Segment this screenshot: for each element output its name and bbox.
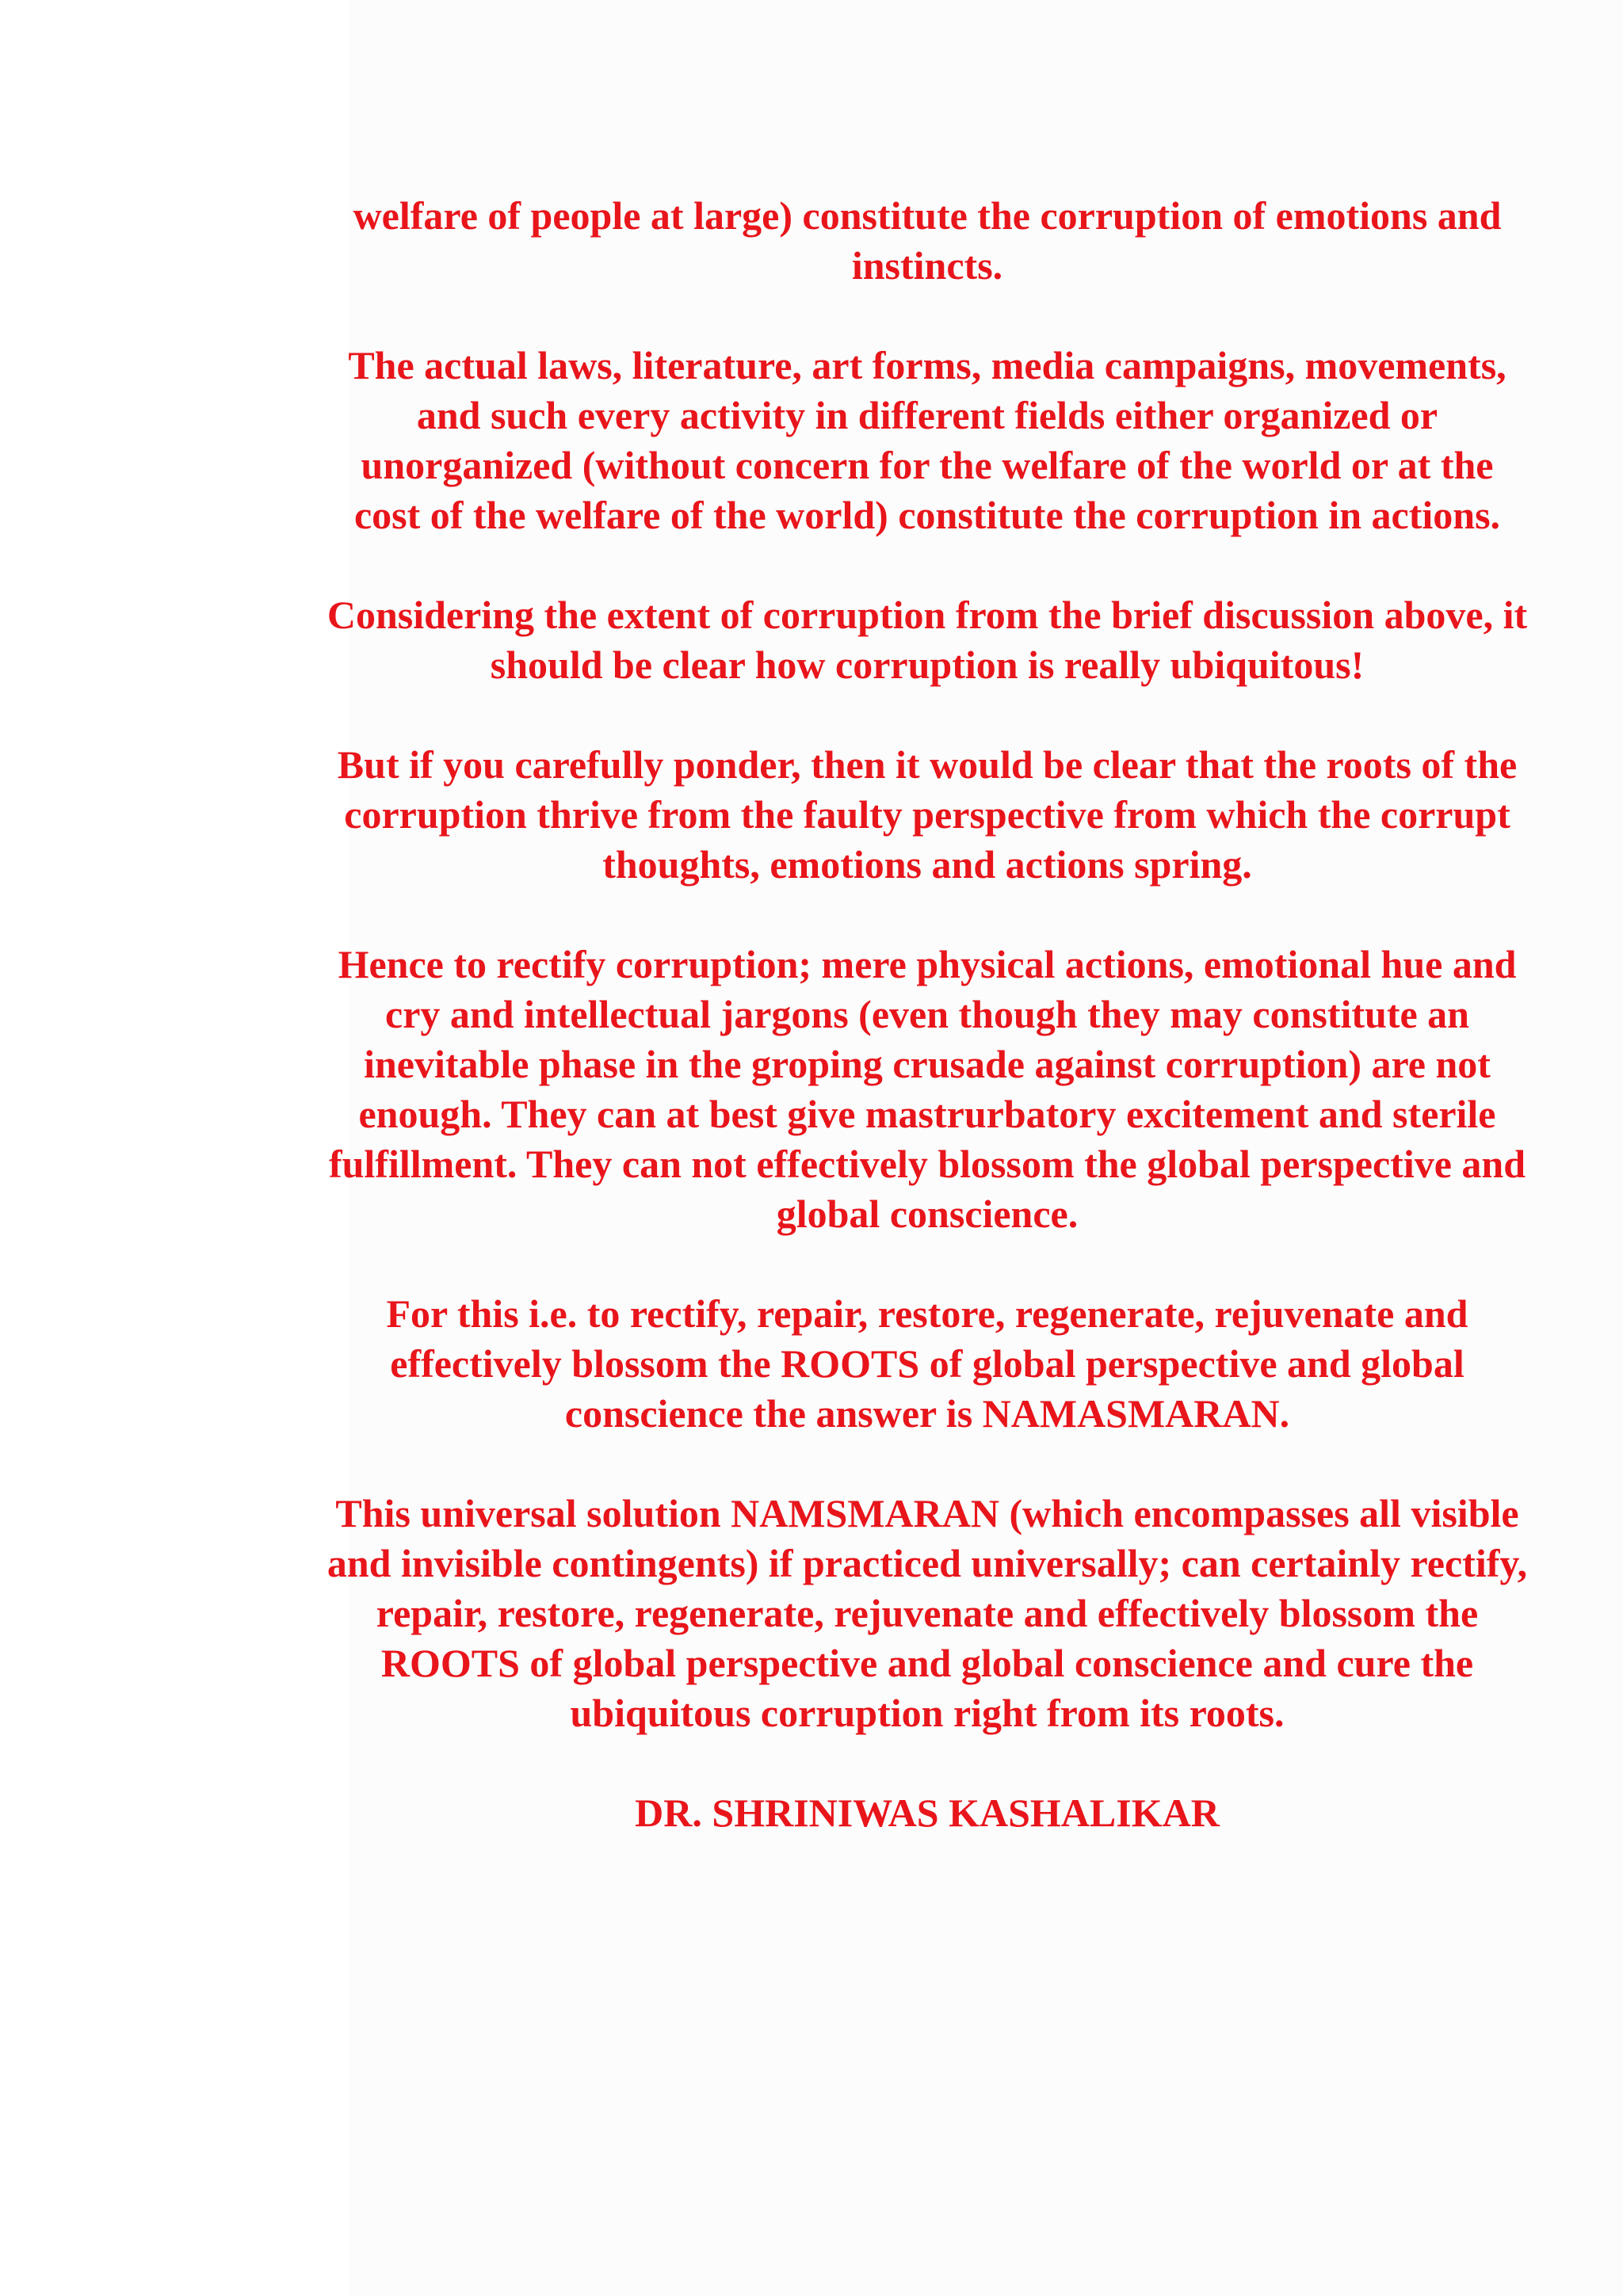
paragraph-corruption-emotions: welfare of people at large) constitute the corruption of emotions and instincts. — [353, 193, 1502, 288]
paragraph-answer-namasmaran: For this i.e. to rectify, repair, restore, regenerate, rejuvenate and effectively blossom the ROOTS of global perspective and global conscience the answer is NAMASMARAN. — [386, 1291, 1468, 1436]
paragraph-roots: But if you carefully ponder, then it would be clear that the roots of the corruption thrive from the faulty perspective from which the corrupt thoughts, emotions and actions spring. — [337, 742, 1518, 887]
paragraph-ubiquitous: Considering the extent of corruption from the brief discussion above, it should be clear how corruption is really ubiquitous! — [327, 593, 1528, 687]
author-signature: DR. SHRINIWAS KASHALIKAR — [635, 1791, 1220, 1835]
paragraph-rectify: Hence to rectify corruption; mere physical actions, emotional hue and cry and intellectual jargons (even though they may constitute an inevitable phase in the groping crusade against corruption) are not enough. They can at best give mastrurbatory excitement and sterile fulfillment. They can not effectively blossom the global perspective and global conscience. — [328, 942, 1526, 1236]
paragraph-universal-solution: This universal solution NAMSMARAN (which encompasses all visible and invisible contingents) if practiced universally; can certainly rectify, repair, restore, regenerate, rejuvenate and effectively blossom the ROOTS of global perspective and global conscience and cure the ubiquitous corruption right from its roots. — [327, 1491, 1528, 1735]
article-body — [262, 191, 1593, 1838]
paragraph-corruption-actions: The actual laws, literature, art forms, media campaigns, movements, and such every activity in different fields either organized or unorganized (without concern for the welfare of the world or at the cost of the welfare of the world) constitute the corruption in actions. — [348, 343, 1507, 537]
